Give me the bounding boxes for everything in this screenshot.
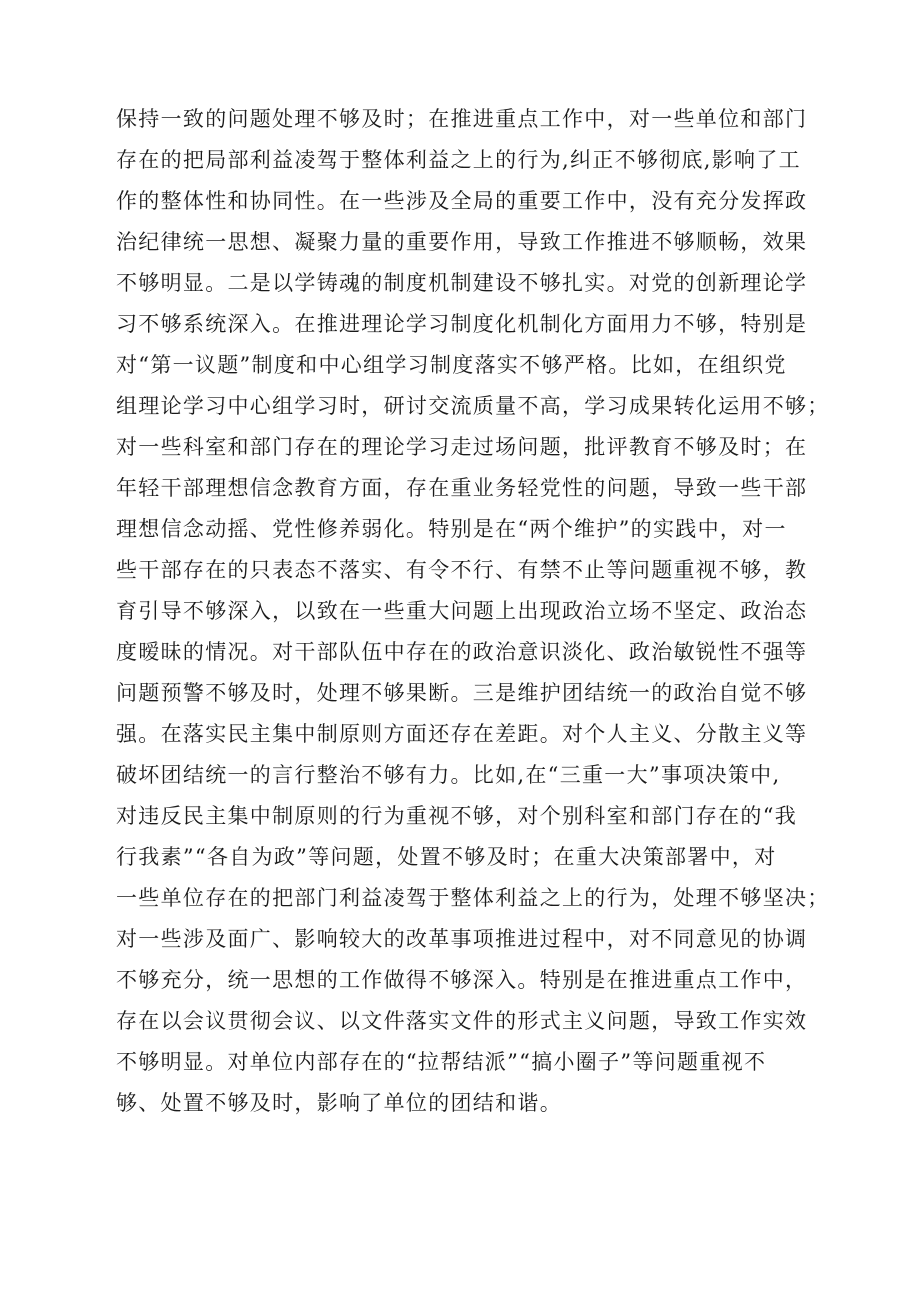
text-line: 育引导不够深入，以致在一些重大问题上出现政治立场不坚定、政治态	[116, 599, 808, 623]
text-line: 年轻干部理想信念教育方面，存在重业务轻党性的问题，导致一些干部	[116, 476, 808, 500]
text-line: 问题预警不够及时，处理不够果断。三是维护团结统一的政治自觉不够	[116, 681, 808, 705]
text-line: 强。在落实民主集中制原则方面还存在差距。对个人主义、分散主义等	[116, 722, 808, 746]
text-line: 存在以会议贯彻会议、以文件落实文件的形式主义问题，导致工作实效	[116, 1009, 808, 1033]
text-line: 不够充分，统一思想的工作做得不够深入。特别是在推进重点工作中，	[116, 968, 808, 992]
text-line: 对一些涉及面广、影响较大的改革事项推进过程中，对不同意见的协调	[116, 927, 808, 951]
text-line: 理想信念动摇、党性修养弱化。特别是在“两个维护”的实践中，对一	[116, 517, 787, 541]
text-line: 对一些科室和部门存在的理论学习走过场问题，批评教育不够及时；在	[116, 435, 808, 459]
body-paragraph	[116, 99, 836, 1124]
text-line: 组理论学习中心组学习时，研讨交流质量不高，学习成果转化运用不够；	[116, 394, 830, 418]
text-line: 对“第一议题”制度和中心组学习制度落实不够严格。比如，在组织党	[116, 353, 787, 377]
text-line: 不够明显。对单位内部存在的“拉帮结派”“搞小圈子”等问题重视不	[116, 1050, 767, 1074]
text-line: 对违反民主集中制原则的行为重视不够，对个别科室和部门存在的“我	[116, 804, 798, 828]
text-line: 作的整体性和协同性。在一些涉及全局的重要工作中，没有充分发挥政	[116, 189, 808, 213]
text-line: 存在的把局部利益凌驾于整体利益之上的行为,纠正不够彻底,影响了工	[116, 148, 801, 172]
text-line: 些干部存在的只表态不落实、有令不行、有禁不止等问题重视不够，教	[116, 558, 808, 582]
text-line: 一些单位存在的把部门利益凌驾于整体利益之上的行为，处理不够坚决；	[116, 886, 830, 910]
text-line: 破坏团结统一的言行整治不够有力。比如,在“三重一大”事项决策中,	[116, 763, 781, 787]
text-line: 不够明显。二是以学铸魂的制度机制建设不够扎实。对党的创新理论学	[116, 271, 808, 295]
text-line: 够、处置不够及时，影响了单位的团结和谐。	[116, 1091, 562, 1115]
text-line: 治纪律统一思想、凝聚力量的重要作用，导致工作推进不够顺畅，效果	[116, 230, 808, 254]
text-line: 行我素”“各自为政”等问题，处置不够及时；在重大决策部署中，对	[116, 845, 777, 869]
text-line: 保持一致的问题处理不够及时；在推进重点工作中，对一些单位和部门	[116, 107, 808, 131]
text-line: 习不够系统深入。在推进理论学习制度化机制化方面用力不够，特别是	[116, 312, 808, 336]
text-line: 度暧昧的情况。对干部队伍中存在的政治意识淡化、政治敏锐性不强等	[116, 640, 808, 664]
